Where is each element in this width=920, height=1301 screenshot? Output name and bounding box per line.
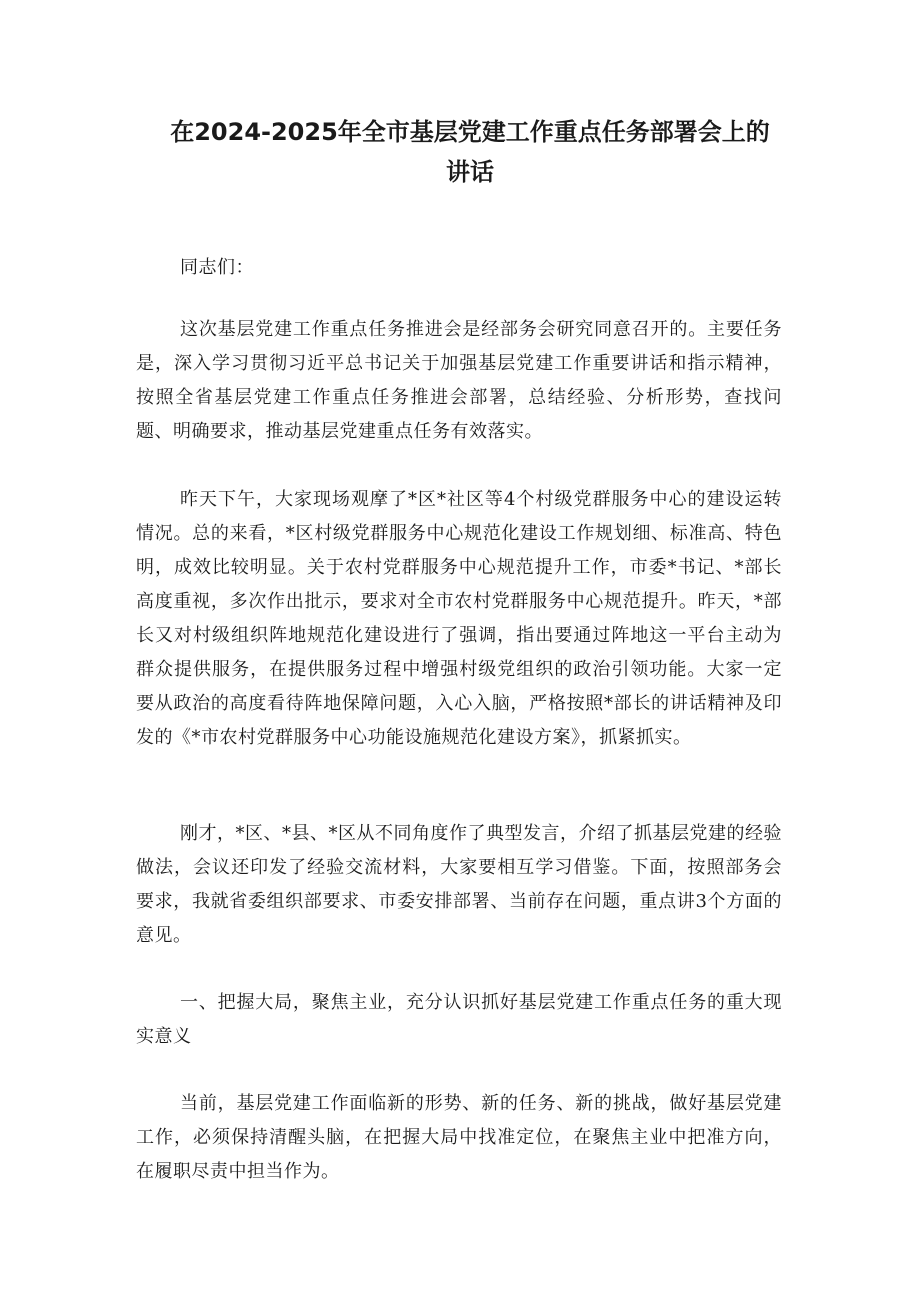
section-heading-1: 一、把握大局，聚焦主业，充分认识抓好基层党建工作重点任务的重大现实意义 [136, 992, 782, 1047]
paragraph-4: 当前，基层党建工作面临新的形势、新的任务、新的挑战，做好基层党建工作，必须保持清醒头脑，在把握大局中找准定位，在聚焦主业中把准方向，在履职尽责中担当作为。 [136, 1093, 782, 1182]
paragraph-2: 昨天下午，大家现场观摩了*区*社区等4个村级党群服务中心的建设运转情况。总的来看，*区村级党群服务中心规范化建设工作规划细、标准高、特色明，成效比较明显。关于农村党群服务中心规范提升工作，市委*书记、*部长高度重视，多次作出批示，要求对全市农村党群服务中心规范提升。昨天，*部长又对村级组织阵地规范化建设进行了强调，指出要通过阵地这一平台主动为群众提供服务，在提供服务过程中增强村级党组织的政治引领功能。大家一定要从政治的高度看待阵地保障问题，入心入脑，严格按照*部长的讲话精神及印发的《*市农村党群服务中心功能设施规范化建设方案》，抓紧抓实。 [136, 489, 782, 748]
greeting: 同志们： [180, 257, 254, 278]
document-title: 在2024-2025年全市基层党建工作重点任务部署会上的讲话 [170, 118, 770, 186]
paragraph-1: 这次基层党建工作重点任务推进会是经部务会研究同意召开的。主要任务是，深入学习贯彻习近平总书记关于加强基层党建工作重要讲话和指示精神，按照全省基层党建工作重点任务推进会部署，总结经验、分析形势，查找问题、明确要求，推动基层党建重点任务有效落实。 [136, 319, 782, 442]
paragraph-3: 刚才，*区、*县、*区从不同角度作了典型发言，介绍了抓基层党建的经验做法，会议还印发了经验交流材料，大家要相互学习借鉴。下面，按照部务会要求，我就省委组织部要求、市委安排部署、当前存在问题，重点讲3个方面的意见。 [136, 823, 782, 946]
